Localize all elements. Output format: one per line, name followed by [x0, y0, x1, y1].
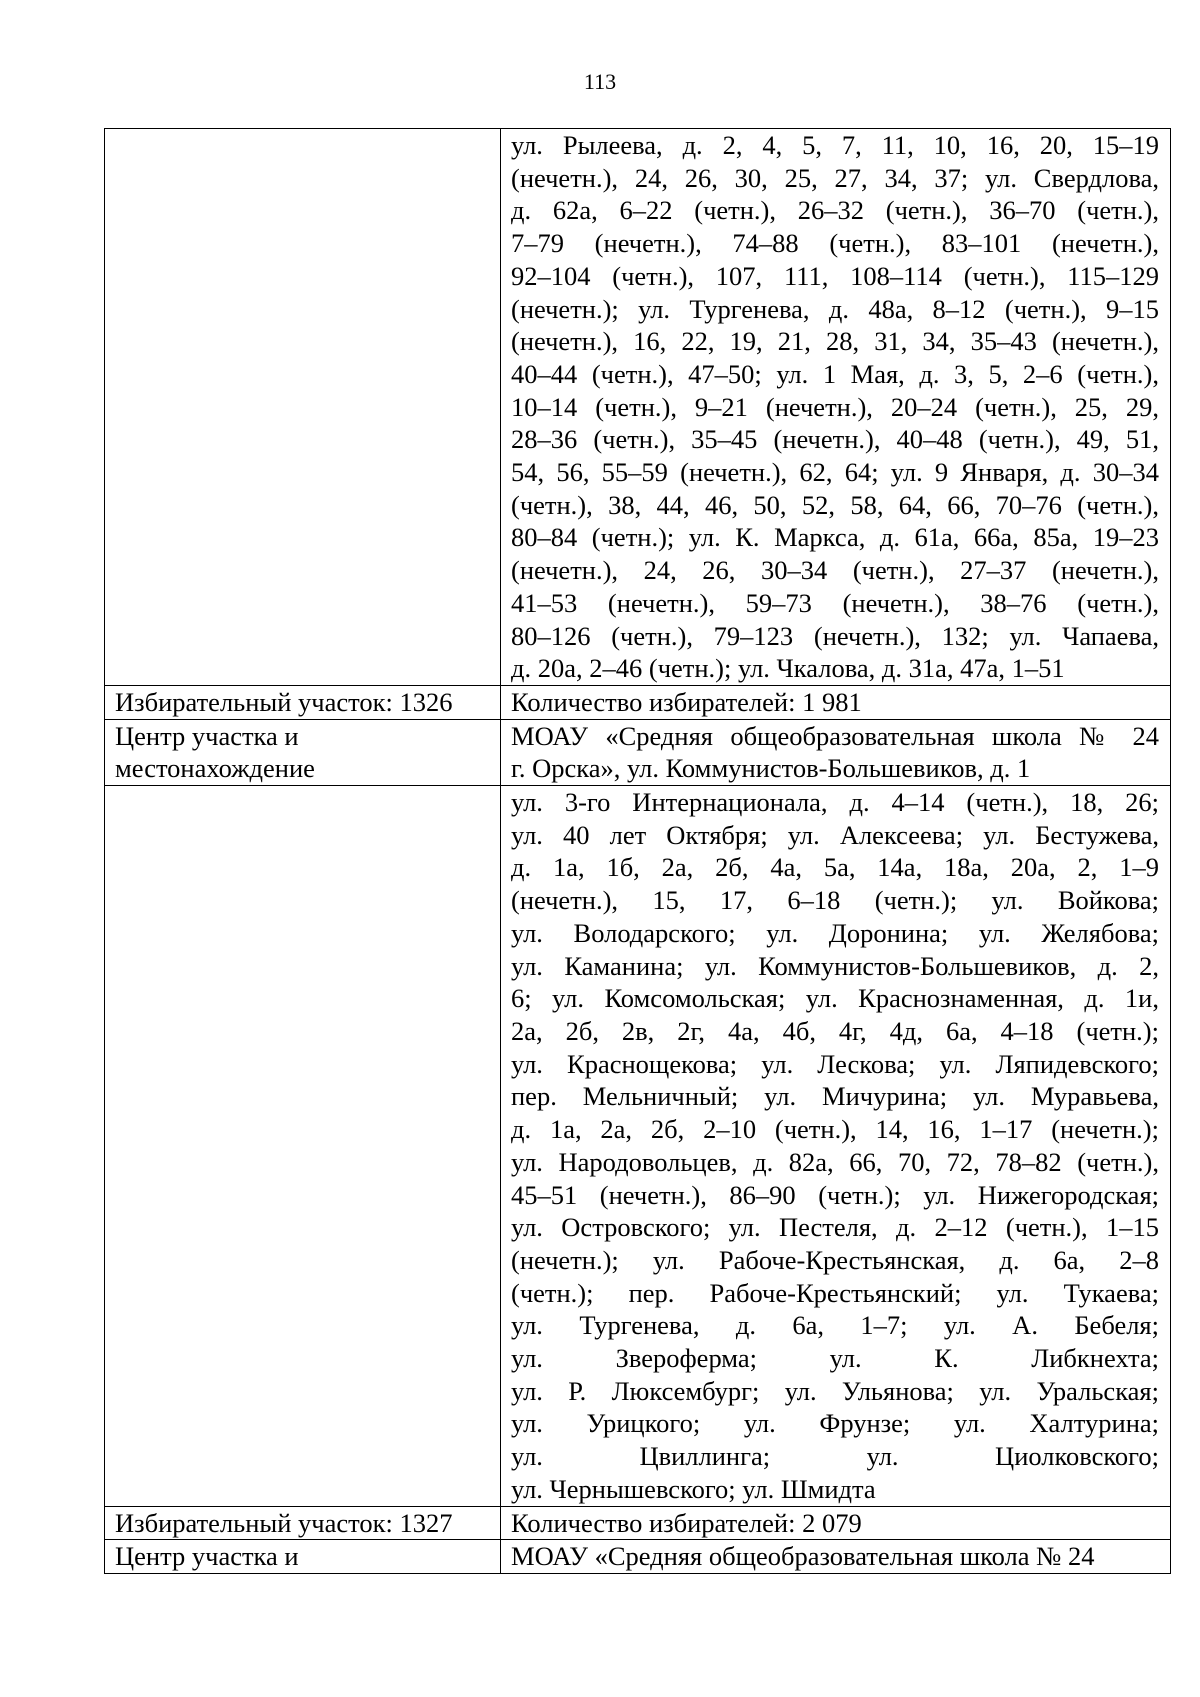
table-row [105, 1506, 1171, 1540]
address-line: ул. Р. Люксембург; ул. Ульянова; ул. Уральская; [511, 1375, 1159, 1406]
address-line: (нечетн.), 15, 17, 6–18 (четн.); ул. Войкова; [511, 885, 1159, 916]
row-label-empty [105, 786, 501, 1506]
center-label-line: Центр участка и [115, 720, 299, 751]
address-line: 80–84 (четн.); ул. К. Маркса, д. 61а, 66а, 85а, 19–23 [511, 522, 1159, 553]
address-line: 40–44 (четн.), 47–50; ул. 1 Мая, д. 3, 5, 2–6 (четн.), [511, 358, 1159, 389]
center-label-cell [105, 719, 501, 785]
address-line: (нечетн.); ул. Тургенева, д. 48а, 8–12 (четн.), 9–15 [511, 293, 1159, 324]
address-line: ул. Островского; ул. Пестеля, д. 2–12 (четн.), 1–15 [511, 1212, 1159, 1243]
precinct-number-cell: Избирательный участок: 1326 [105, 685, 501, 719]
address-line: ул. Чернышевского; ул. Шмидта [511, 1473, 876, 1504]
address-line: пер. Мельничный; ул. Мичурина; ул. Муравьева, [511, 1081, 1159, 1112]
center-location-line: г. Орска», ул. Коммунистов-Большевиков, д. 1 [511, 753, 1031, 784]
center-location-line: МОАУ «Средняя общеобразовательная школа № 24 [511, 720, 1159, 751]
address-line: ул. Володарского; ул. Доронина; ул. Желябова; [511, 917, 1159, 948]
address-line: 80–126 (четн.), 79–123 (нечетн.), 132; ул. Чапаева, [511, 620, 1159, 651]
address-line: 10–14 (четн.), 9–21 (нечетн.), 20–24 (четн.), 25, 29, [511, 391, 1159, 422]
address-line: 92–104 (четн.), 107, 111, 108–114 (четн.), 115–129 [511, 260, 1159, 291]
table-row [105, 786, 1171, 1506]
address-line: (четн.), 38, 44, 46, 50, 52, 58, 64, 66, 70–76 (четн.), [511, 489, 1159, 520]
address-line: д. 62а, 6–22 (четн.), 26–32 (четн.), 36–70 (четн.), [511, 195, 1159, 226]
address-line: ул. 3-го Интернационала, д. 4–14 (четн.), 18, 26; [511, 787, 1159, 818]
address-line: 7–79 (нечетн.), 74–88 (четн.), 83–101 (нечетн.), [511, 228, 1159, 259]
address-line: д. 20а, 2–46 (четн.); ул. Чкалова, д. 31а, 47а, 1–51 [511, 653, 1065, 684]
voter-count-cell: Количество избирателей: 1 981 [501, 685, 1171, 719]
address-list-cell [501, 129, 1171, 686]
address-line: ул. Тургенева, д. 6а, 1–7; ул. А. Бебеля; [511, 1310, 1159, 1341]
address-line: (нечетн.); ул. Рабоче-Крестьянская, д. 6а, 2–8 [511, 1244, 1159, 1275]
row-label-empty [105, 129, 501, 686]
center-location-cell [501, 719, 1171, 785]
address-line: 54, 56, 55–59 (нечетн.), 62, 64; ул. 9 Января, д. 30–34 [511, 457, 1159, 488]
polling-stations-table [104, 128, 1171, 1574]
address-line: ул. Краснощекова; ул. Лескова; ул. Ляпидевского; [511, 1048, 1159, 1079]
address-line: 2а, 2б, 2в, 2г, 4а, 4б, 4г, 4д, 6а, 4–18 (четн.); [511, 1015, 1159, 1046]
center-label-cell: Центр участка и [105, 1540, 501, 1574]
address-line: ул. Цвиллинга; ул. Циолковского; [511, 1441, 1159, 1472]
address-line: д. 1а, 2а, 2б, 2–10 (четн.), 14, 16, 1–17 (нечетн.); [511, 1114, 1159, 1145]
table-row [105, 129, 1171, 686]
address-line: (четн.); пер. Рабоче-Крестьянский; ул. Тукаева; [511, 1277, 1159, 1308]
address-line: ул. 40 лет Октября; ул. Алексеева; ул. Бестужева, [511, 819, 1159, 850]
address-line: ул. Рылеева, д. 2, 4, 5, 7, 11, 10, 16, 20, 15–19 [511, 130, 1159, 160]
address-line: 6; ул. Комсомольская; ул. Краснознаменная, д. 1и, [511, 983, 1159, 1014]
center-location-cell: МОАУ «Средняя общеобразовательная школа № 24 [501, 1540, 1171, 1574]
address-line: ул. Звероферма; ул. К. Либкнехта; [511, 1343, 1159, 1374]
table-row [105, 1540, 1171, 1574]
address-line: 45–51 (нечетн.), 86–90 (четн.); ул. Нижегородская; [511, 1179, 1159, 1210]
center-label-line: местонахождение [115, 753, 315, 784]
address-line: (нечетн.), 24, 26, 30–34 (четн.), 27–37 (нечетн.), [511, 555, 1159, 586]
table-row [105, 685, 1171, 719]
address-line: (нечетн.), 16, 22, 19, 21, 28, 31, 34, 35–43 (нечетн.), [511, 326, 1159, 357]
address-line: ул. Народовольцев, д. 82а, 66, 70, 72, 78–82 (четн.), [511, 1146, 1159, 1177]
voter-count-cell: Количество избирателей: 2 079 [501, 1506, 1171, 1540]
address-list-cell [501, 786, 1171, 1506]
address-line: 41–53 (нечетн.), 59–73 (нечетн.), 38–76 (четн.), [511, 587, 1159, 618]
table-body [105, 129, 1171, 1574]
address-line: д. 1а, 1б, 2а, 2б, 4а, 5а, 14а, 18а, 20а, 2, 1–9 [511, 852, 1159, 883]
address-line: 28–36 (четн.), 35–45 (нечетн.), 40–48 (четн.), 49, 51, [511, 424, 1159, 455]
page-number: 113 [583, 69, 617, 94]
address-line: ул. Каманина; ул. Коммунистов-Большевиков, д. 2, [511, 950, 1159, 981]
address-line: (нечетн.), 24, 26, 30, 25, 27, 34, 37; ул. Свердлова, [511, 162, 1159, 193]
precinct-number-cell: Избирательный участок: 1327 [105, 1506, 501, 1540]
table-row [105, 719, 1171, 785]
address-line: ул. Урицкого; ул. Фрунзе; ул. Халтурина; [511, 1408, 1159, 1439]
